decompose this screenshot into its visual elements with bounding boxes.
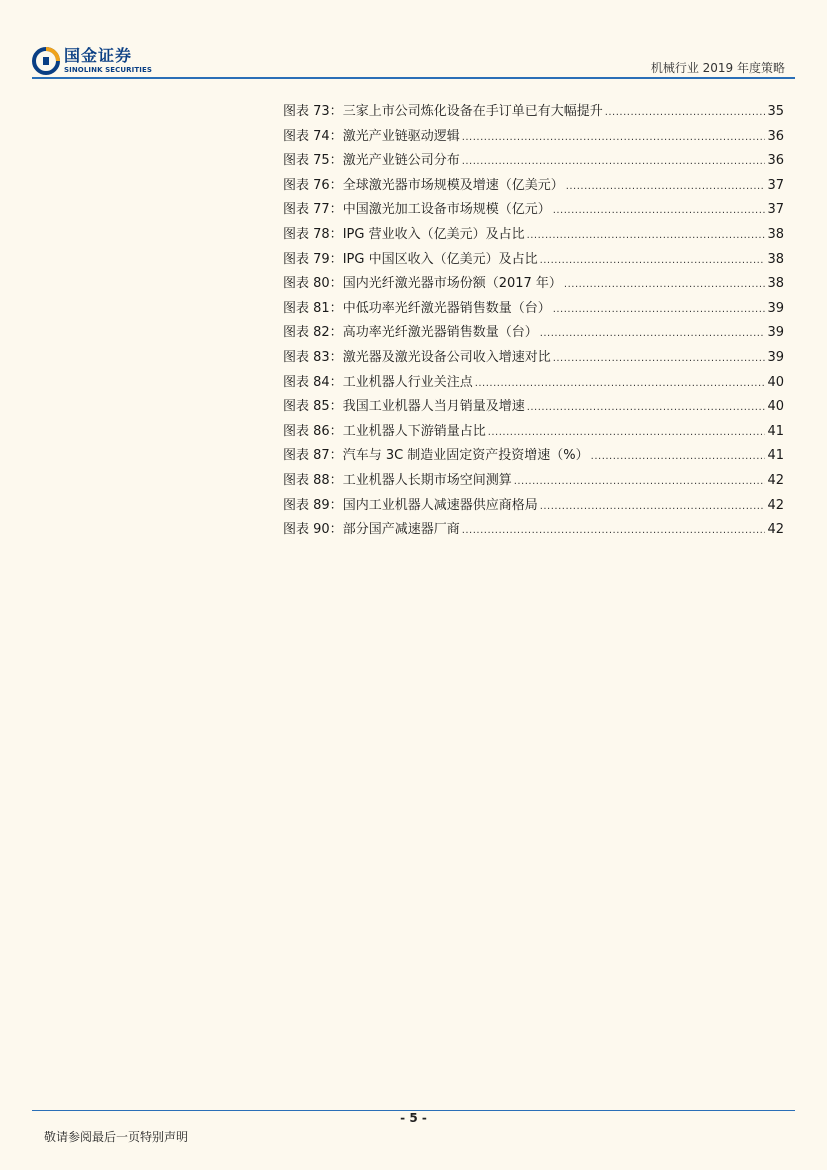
toc-entry-title: 我国工业机器人当月销量及增速 bbox=[342, 399, 525, 415]
toc-entry-73[interactable] bbox=[283, 100, 784, 125]
toc-entry-page: 40 bbox=[767, 399, 784, 415]
toc-entry-title: 汽车与 3C 制造业固定资产投资增速（%） bbox=[342, 448, 589, 464]
toc-entry-number: 图表 77： bbox=[283, 202, 343, 218]
toc-entry-page: 39 bbox=[767, 349, 784, 365]
toc-entry-title: 中低功率光纤激光器销售数量（台） bbox=[342, 300, 551, 316]
toc-entry-84[interactable] bbox=[283, 371, 784, 396]
toc-entry-page: 41 bbox=[767, 423, 784, 439]
toc-entry-page: 38 bbox=[767, 226, 784, 242]
page-header bbox=[0, 0, 827, 80]
toc-entry-title: 工业机器人下游销量占比 bbox=[342, 423, 486, 439]
toc-entry-page: 40 bbox=[767, 374, 784, 390]
toc-leader-dots bbox=[540, 322, 766, 347]
toc-entry-number: 图表 90： bbox=[283, 522, 343, 538]
toc-entry-page: 38 bbox=[767, 276, 784, 292]
toc-entry-page: 42 bbox=[767, 522, 784, 538]
toc-entry-number: 图表 78： bbox=[283, 226, 343, 242]
toc-leader-dots bbox=[566, 175, 766, 200]
toc-leader-dots bbox=[514, 470, 766, 495]
toc-leader-dots bbox=[527, 224, 766, 249]
toc-leader-dots bbox=[591, 445, 766, 470]
toc-entry-title: 激光产业链公司分布 bbox=[342, 153, 460, 169]
toc-entry-title: 三家上市公司炼化设备在手订单已有大幅提升 bbox=[342, 104, 603, 119]
toc-entry-80[interactable] bbox=[283, 272, 784, 297]
toc-leader-dots bbox=[540, 249, 766, 274]
toc-entry-page: 37 bbox=[767, 177, 784, 193]
toc-entry-83[interactable] bbox=[283, 346, 784, 371]
toc-entry-number: 图表 89： bbox=[283, 497, 343, 513]
toc-entry-number: 图表 82： bbox=[283, 325, 343, 341]
page-number: - 5 - bbox=[400, 1111, 427, 1125]
toc-leader-dots bbox=[553, 199, 766, 224]
toc-entry-title: IPG 中国区收入（亿美元）及占比 bbox=[342, 251, 538, 267]
toc-entry-number: 图表 73： bbox=[283, 104, 343, 119]
toc-leader-dots bbox=[564, 273, 766, 298]
toc-entry-number: 图表 75： bbox=[283, 153, 343, 169]
sinolink-logo-icon bbox=[32, 47, 60, 75]
toc-entry-page: 39 bbox=[767, 325, 784, 341]
toc-leader-dots bbox=[462, 519, 766, 544]
toc-entry-number: 图表 84： bbox=[283, 374, 343, 390]
toc-entry-page: 42 bbox=[767, 472, 784, 488]
toc-entry-number: 图表 85： bbox=[283, 399, 343, 415]
toc-entry-page: 39 bbox=[767, 300, 784, 316]
toc-entry-number: 图表 76： bbox=[283, 177, 343, 193]
toc-entry-90[interactable] bbox=[283, 518, 784, 543]
toc-leader-dots bbox=[527, 396, 766, 421]
toc-entry-page: 38 bbox=[767, 251, 784, 267]
logo-chinese-name: 国金证券 bbox=[64, 46, 133, 65]
toc-entry-title: 工业机器人行业关注点 bbox=[342, 374, 473, 390]
toc-leader-dots bbox=[540, 495, 766, 520]
toc-entry-number: 图表 83： bbox=[283, 349, 343, 365]
toc-entry-number: 图表 81： bbox=[283, 300, 343, 316]
toc-entry-title: 中国激光加工设备市场规模（亿元） bbox=[342, 202, 551, 218]
toc-leader-dots bbox=[605, 101, 766, 126]
toc-entry-page: 42 bbox=[767, 497, 784, 513]
toc-leader-dots bbox=[462, 126, 766, 151]
toc-entry-page: 36 bbox=[767, 128, 784, 144]
toc-entry-page: 35 bbox=[767, 104, 784, 119]
toc-entry-title: 部分国产减速器厂商 bbox=[342, 522, 460, 538]
toc-entry-title: 国内光纤激光器市场份额（2017 年） bbox=[342, 276, 562, 292]
toc-entry-title: 国内工业机器人减速器供应商格局 bbox=[342, 497, 538, 513]
toc-leader-dots bbox=[462, 150, 766, 175]
toc-leader-dots bbox=[475, 372, 766, 397]
toc-entry-page: 41 bbox=[767, 448, 784, 464]
toc-entry-81[interactable] bbox=[283, 297, 784, 322]
toc-leader-dots bbox=[488, 421, 766, 446]
toc-entry-number: 图表 88： bbox=[283, 472, 343, 488]
toc-entry-88[interactable] bbox=[283, 469, 784, 494]
toc-entry-85[interactable] bbox=[283, 395, 784, 420]
toc-entry-title: 激光产业链驱动逻辑 bbox=[342, 128, 460, 144]
toc-entry-89[interactable] bbox=[283, 494, 784, 519]
toc-entry-number: 图表 80： bbox=[283, 276, 343, 292]
toc-entry-number: 图表 86： bbox=[283, 423, 343, 439]
toc-entry-87[interactable] bbox=[283, 444, 784, 469]
company-logo bbox=[32, 47, 162, 79]
toc-entry-82[interactable] bbox=[283, 321, 784, 346]
toc-entry-76[interactable] bbox=[283, 174, 784, 199]
toc-entry-title: 激光器及激光设备公司收入增速对比 bbox=[342, 349, 551, 365]
toc-entry-74[interactable] bbox=[283, 125, 784, 150]
toc-entry-title: IPG 营业收入（亿美元）及占比 bbox=[342, 226, 525, 242]
toc-entry-title: 全球激光器市场规模及增速（亿美元） bbox=[342, 177, 564, 193]
disclaimer-text: 敬请参阅最后一页特别声明 bbox=[44, 1130, 189, 1144]
logo-english-name: SINOLINK SECURITIES bbox=[64, 66, 152, 74]
toc-leader-dots bbox=[553, 347, 766, 372]
header-divider bbox=[32, 77, 795, 79]
toc-entry-number: 图表 74： bbox=[283, 128, 343, 144]
toc-entry-75[interactable] bbox=[283, 149, 784, 174]
figure-index-list bbox=[283, 100, 784, 543]
toc-entry-78[interactable] bbox=[283, 223, 784, 248]
toc-entry-page: 36 bbox=[767, 153, 784, 169]
toc-entry-77[interactable] bbox=[283, 198, 784, 223]
toc-entry-number: 图表 87： bbox=[283, 448, 343, 464]
toc-entry-page: 37 bbox=[767, 202, 784, 218]
toc-entry-number: 图表 79： bbox=[283, 251, 343, 267]
toc-leader-dots bbox=[553, 298, 766, 323]
toc-entry-title: 高功率光纤激光器销售数量（台） bbox=[342, 325, 538, 341]
toc-entry-86[interactable] bbox=[283, 420, 784, 445]
toc-entry-title: 工业机器人长期市场空间测算 bbox=[342, 472, 512, 488]
toc-entry-79[interactable] bbox=[283, 248, 784, 273]
report-title: 机械行业 2019 年度策略 bbox=[650, 61, 785, 75]
